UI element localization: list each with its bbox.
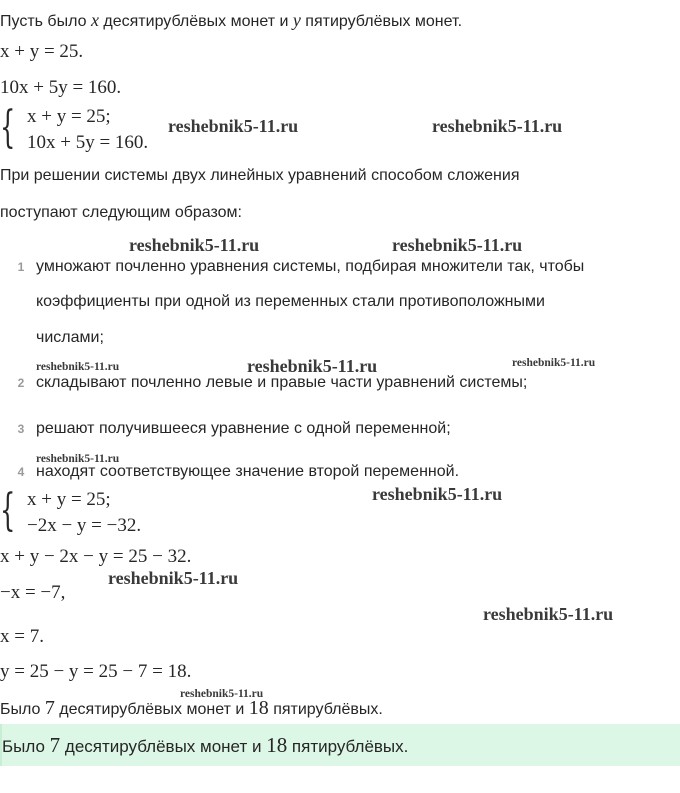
step-text: умножают почленно уравнения системы, подбирая множители так, чтобы: [36, 258, 585, 275]
system2-line1: x + y = 25;: [27, 489, 111, 510]
method-text-line1: При решении системы двух линейных уравнений способом сложения: [0, 167, 520, 184]
watermark: reshebnik5-11.ru: [512, 357, 596, 369]
system1-line1: x + y = 25;: [27, 106, 111, 127]
calc-y: y = 25 − y = 25 − 7 = 18.: [0, 661, 192, 682]
step-number: 3: [17, 422, 25, 436]
equation-value: 10x + 5y = 160.: [0, 77, 122, 98]
equation-sum: x + y = 25.: [0, 41, 84, 62]
intro-text: Пусть было x десятирублёвых монет и y пятирублёвых монет.: [0, 10, 463, 30]
calc-negx: −x = −7,: [0, 582, 66, 603]
step-number: 1: [17, 260, 25, 274]
watermark: reshebnik5-11.ru: [36, 453, 120, 465]
watermark: reshebnik5-11.ru: [432, 116, 563, 136]
step-text: складывают почленно левые и правые части уравнений системы;: [36, 374, 528, 391]
step-number: 2: [17, 376, 25, 390]
step-number: 4: [17, 465, 25, 479]
step-text: коэффициенты при одной из переменных стали противоположными: [36, 293, 545, 310]
watermark: reshebnik5-11.ru: [372, 484, 503, 504]
step-text: числами;: [36, 329, 104, 346]
watermark: reshebnik5-11.ru: [392, 235, 523, 255]
watermark: reshebnik5-11.ru: [108, 568, 239, 588]
answer-text: Было 7 десятирублёвых монет и 18 пятирублёвых.: [2, 733, 409, 757]
system-brace: {: [0, 102, 16, 153]
calc-x: x = 7.: [0, 626, 44, 647]
result-text: Было 7 десятирублёвых монет и 18 пятирублёвых.: [0, 697, 383, 719]
answer-box: [0, 724, 680, 766]
watermark: reshebnik5-11.ru: [129, 235, 260, 255]
watermark: reshebnik5-11.ru: [483, 604, 614, 624]
step-text: находят соответствующее значение второй переменной.: [36, 463, 460, 480]
step-text: решают получившееся уравнение с одной переменной;: [36, 420, 451, 437]
system2-line2: −2x − y = −32.: [27, 515, 142, 536]
watermark: reshebnik5-11.ru: [168, 116, 299, 136]
watermark: reshebnik5-11.ru: [247, 356, 378, 376]
system1-line2: 10x + 5y = 160.: [27, 132, 149, 153]
watermark: reshebnik5-11.ru: [180, 688, 264, 700]
calc-sum: x + y − 2x − y = 25 − 32.: [0, 546, 192, 567]
watermark: reshebnik5-11.ru: [36, 361, 120, 373]
method-text-line2: поступают следующим образом:: [0, 204, 242, 221]
system-brace: {: [0, 485, 16, 536]
